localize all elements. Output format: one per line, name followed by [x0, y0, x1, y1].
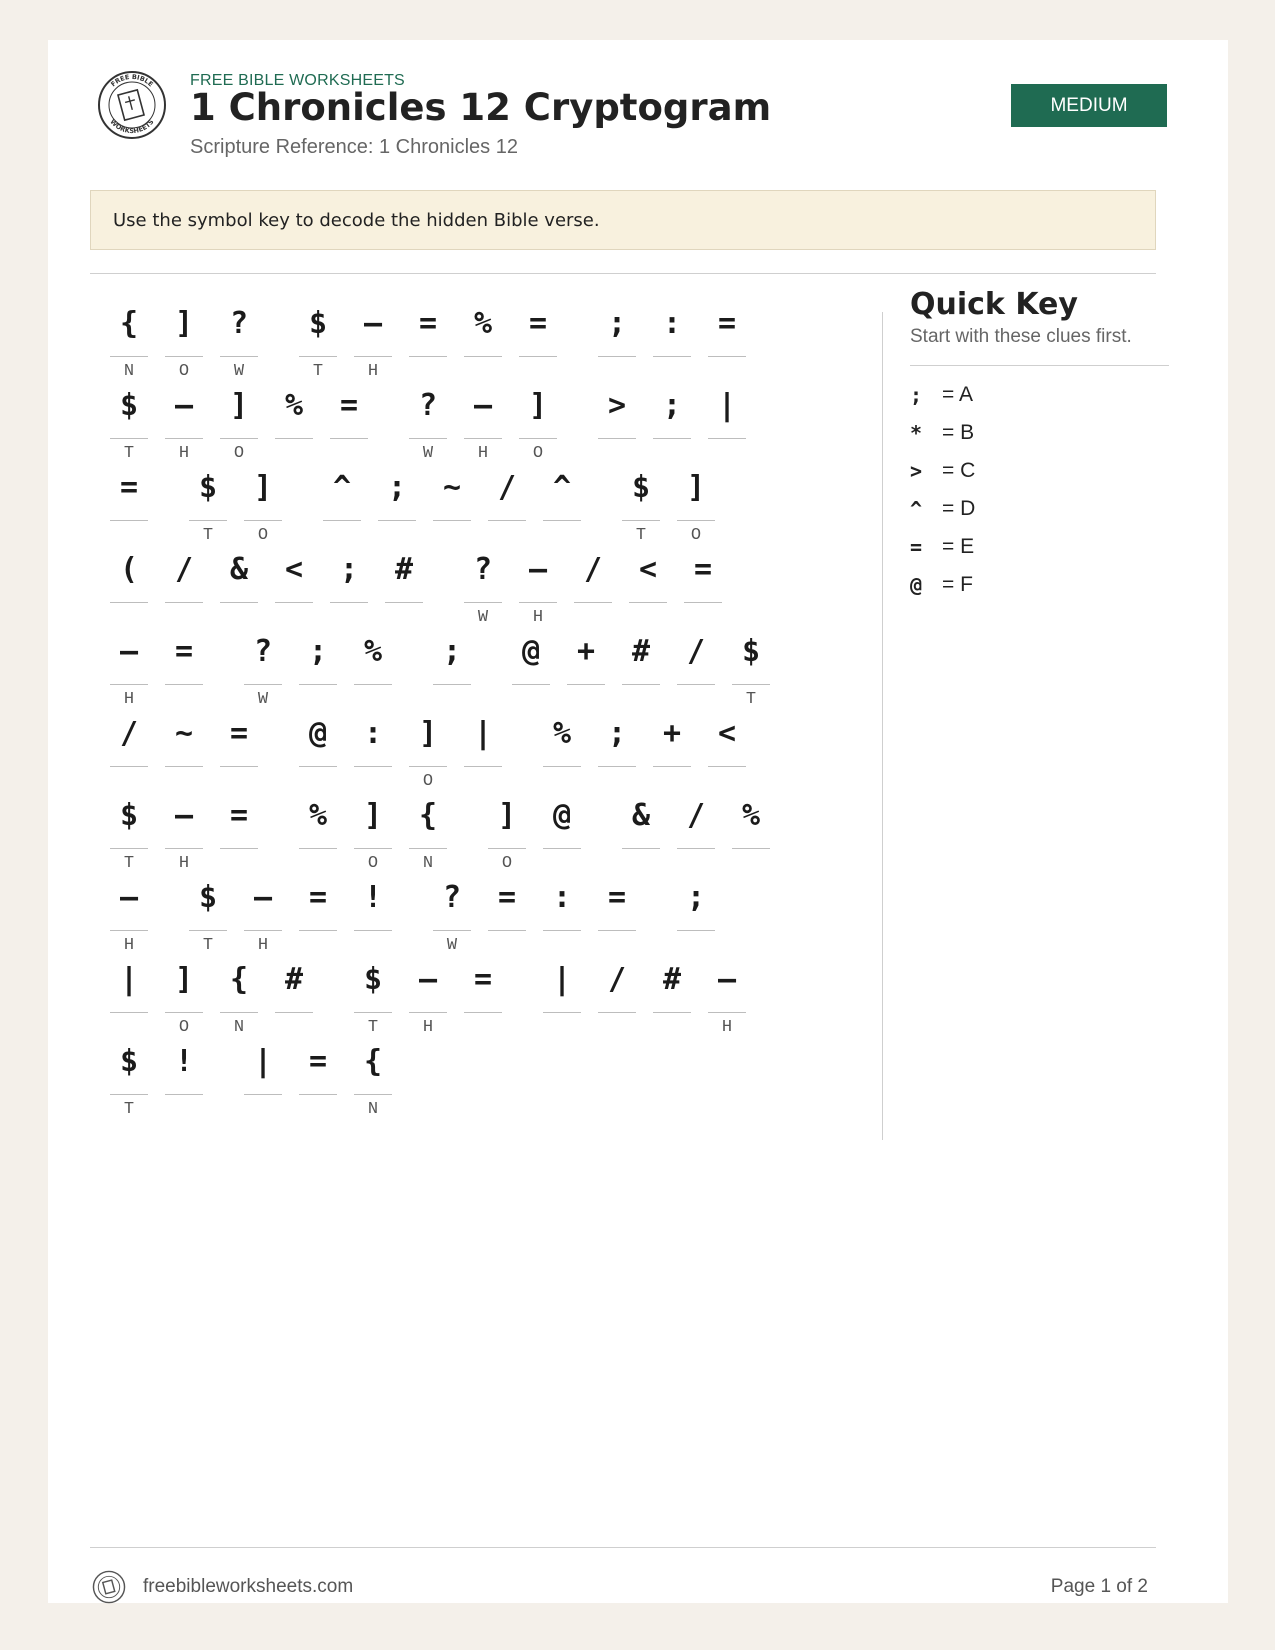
cipher-symbol: &	[220, 542, 258, 603]
cipher-cell	[378, 460, 416, 549]
cipher-symbol: !	[165, 1034, 203, 1095]
cipher-symbol: #	[653, 952, 691, 1013]
cipher-cell	[598, 952, 636, 1041]
cipher-cell	[433, 460, 471, 549]
page-title: 1 Chronicles 12 Cryptogram	[190, 86, 772, 129]
cipher-cell	[708, 378, 746, 467]
cipher-cell	[275, 378, 313, 467]
key-letter: = F	[942, 573, 973, 596]
cipher-symbol: >	[598, 378, 636, 439]
cipher-symbol: |	[244, 1034, 282, 1095]
cipher-symbol: |	[464, 706, 502, 767]
cipher-symbol: =	[299, 870, 337, 931]
cipher-symbol: @	[299, 706, 337, 767]
key-letter: = E	[942, 535, 975, 558]
cipher-cell	[165, 706, 203, 795]
cipher-cell	[708, 952, 746, 1041]
letter-hint: O	[501, 854, 513, 873]
cipher-symbol: &	[622, 788, 660, 849]
cipher-cell	[488, 870, 526, 959]
quick-key-item	[910, 418, 1110, 448]
cipher-cell	[275, 952, 313, 1041]
letter-hint: H	[123, 936, 135, 955]
cipher-cell	[244, 870, 282, 959]
quick-key-item	[910, 532, 1110, 562]
cipher-symbol: @	[543, 788, 581, 849]
cipher-symbol: $	[354, 952, 392, 1013]
cipher-symbol: ;	[330, 542, 368, 603]
cipher-cell	[433, 624, 471, 713]
letter-hint: W	[446, 936, 458, 955]
letter-hint: H	[721, 1018, 733, 1037]
cipher-symbol: ;	[598, 706, 636, 767]
cipher-symbol: =	[220, 788, 258, 849]
cipher-symbol: =	[464, 952, 502, 1013]
cryptogram-grid	[48, 40, 888, 1240]
letter-hint	[244, 1097, 282, 1123]
footer-site-url: freebibleworksheets.com	[143, 1576, 354, 1597]
cipher-cell	[519, 296, 557, 385]
cipher-cell	[354, 788, 392, 877]
cipher-symbol: #	[385, 542, 423, 603]
quick-key-title: Quick Key	[910, 287, 1078, 322]
footer-logo-icon	[92, 1570, 126, 1604]
worksheet-page	[48, 40, 1228, 1603]
cipher-symbol: ]	[220, 378, 258, 439]
cipher-cell	[708, 296, 746, 385]
cipher-symbol: ;	[433, 624, 471, 685]
cipher-symbol: (	[110, 542, 148, 603]
key-symbol: *	[910, 421, 923, 445]
letter-hint: W	[422, 444, 434, 463]
cipher-symbol: –	[464, 378, 502, 439]
quick-key-item	[910, 494, 1110, 524]
cipher-cell	[653, 378, 691, 467]
cipher-cell	[464, 542, 502, 631]
cipher-cell	[220, 296, 258, 385]
cipher-symbol: ]	[677, 460, 715, 521]
page-number: Page 1 of 2	[1050, 1576, 1148, 1597]
cipher-cell	[110, 1034, 148, 1123]
cipher-symbol: –	[708, 952, 746, 1013]
cipher-cell	[354, 624, 392, 713]
cipher-cell	[354, 296, 392, 385]
cipher-symbol: /	[574, 542, 612, 603]
key-letter: = D	[942, 497, 976, 520]
brand-label: FREE BIBLE WORKSHEETS	[190, 72, 405, 89]
letter-hint: T	[123, 444, 135, 463]
letter-hint: H	[532, 608, 544, 627]
cipher-symbol: ;	[653, 378, 691, 439]
cipher-cell	[275, 542, 313, 631]
letter-hint: O	[178, 362, 190, 381]
cipher-cell	[220, 788, 258, 877]
key-symbol: ^	[910, 497, 923, 521]
cipher-symbol: <	[708, 706, 746, 767]
cipher-symbol: $	[110, 788, 148, 849]
cipher-cell	[409, 952, 447, 1041]
cipher-cell	[165, 296, 203, 385]
cipher-symbol: $	[189, 460, 227, 521]
cipher-cell	[464, 378, 502, 467]
cipher-cell	[464, 706, 502, 795]
cipher-symbol: –	[354, 296, 392, 357]
divider	[910, 365, 1169, 366]
cipher-cell	[299, 870, 337, 959]
cipher-cell	[409, 378, 447, 467]
letter-hint: N	[233, 1018, 245, 1037]
cipher-cell	[220, 378, 258, 467]
cipher-symbol: ~	[165, 706, 203, 767]
letter-hint: H	[367, 362, 379, 381]
cipher-symbol: %	[543, 706, 581, 767]
cipher-cell	[189, 460, 227, 549]
cipher-cell	[299, 706, 337, 795]
cipher-symbol: ?	[464, 542, 502, 603]
cipher-cell	[519, 378, 557, 467]
cipher-symbol: !	[354, 870, 392, 931]
letter-hint: T	[635, 526, 647, 545]
quick-key-subtitle: Start with these clues first.	[910, 326, 1132, 347]
letter-hint	[732, 851, 770, 877]
cipher-symbol: =	[598, 870, 636, 931]
cipher-symbol: /	[677, 788, 715, 849]
letter-hint: O	[233, 444, 245, 463]
cipher-symbol: {	[110, 296, 148, 357]
key-symbol: =	[910, 535, 923, 559]
cipher-cell	[409, 788, 447, 877]
key-symbol: >	[910, 459, 923, 483]
cipher-symbol: ;	[677, 870, 715, 931]
cipher-symbol: =	[330, 378, 368, 439]
cipher-symbol: $	[732, 624, 770, 685]
cipher-cell	[512, 624, 550, 713]
letter-hint: W	[233, 362, 245, 381]
letter-hint: H	[178, 854, 190, 873]
key-letter: = C	[942, 459, 976, 482]
cipher-cell	[543, 870, 581, 959]
cipher-cell	[330, 542, 368, 631]
cipher-symbol: %	[354, 624, 392, 685]
cipher-cell	[354, 870, 392, 959]
letter-hint: H	[257, 936, 269, 955]
cipher-symbol: /	[110, 706, 148, 767]
cipher-symbol: /	[598, 952, 636, 1013]
letter-hint: T	[745, 690, 757, 709]
cipher-cell	[543, 706, 581, 795]
letter-hint	[464, 1015, 502, 1041]
quick-key-item	[910, 570, 1110, 600]
cipher-symbol: |	[110, 952, 148, 1013]
cipher-cell	[622, 788, 660, 877]
cipher-symbol: –	[165, 378, 203, 439]
cipher-symbol: #	[622, 624, 660, 685]
key-symbol: @	[910, 573, 923, 597]
letter-hint	[543, 1015, 581, 1041]
cipher-symbol: %	[732, 788, 770, 849]
cipher-cell	[677, 870, 715, 959]
cipher-cell	[677, 788, 715, 877]
cipher-symbol: /	[677, 624, 715, 685]
cipher-symbol: ?	[433, 870, 471, 931]
letter-hint: O	[367, 854, 379, 873]
cipher-cell	[385, 542, 423, 631]
cipher-symbol: /	[488, 460, 526, 521]
cipher-cell	[165, 952, 203, 1041]
letter-hint: O	[532, 444, 544, 463]
cipher-cell	[653, 706, 691, 795]
key-letter: = A	[942, 383, 973, 406]
cipher-cell	[519, 542, 557, 631]
cipher-cell	[110, 706, 148, 795]
letter-hint: T	[367, 1018, 379, 1037]
cipher-symbol: ?	[220, 296, 258, 357]
difficulty-badge: MEDIUM	[1011, 84, 1167, 127]
cipher-symbol: =	[299, 1034, 337, 1095]
letter-hint: O	[690, 526, 702, 545]
cipher-cell	[598, 870, 636, 959]
key-symbol: ;	[910, 383, 923, 407]
cipher-symbol: <	[275, 542, 313, 603]
cipher-symbol: ]	[409, 706, 447, 767]
cipher-cell	[220, 952, 258, 1041]
cipher-cell	[189, 870, 227, 959]
letter-hint: T	[123, 854, 135, 873]
cipher-cell	[299, 788, 337, 877]
cipher-cell	[110, 624, 148, 713]
cipher-symbol: ;	[598, 296, 636, 357]
cipher-cell	[165, 378, 203, 467]
cipher-symbol: |	[708, 378, 746, 439]
cipher-symbol: {	[220, 952, 258, 1013]
cipher-symbol: %	[299, 788, 337, 849]
letter-hint: H	[477, 444, 489, 463]
cipher-cell	[684, 542, 722, 631]
svg-text:WORKSHEETS: WORKSHEETS	[108, 117, 156, 136]
cipher-symbol: <	[629, 542, 667, 603]
cipher-cell	[629, 542, 667, 631]
cipher-cell	[488, 460, 526, 549]
cipher-symbol: ]	[244, 460, 282, 521]
cipher-cell	[653, 296, 691, 385]
cipher-symbol: ?	[409, 378, 447, 439]
cipher-symbol: =	[519, 296, 557, 357]
cipher-symbol: :	[354, 706, 392, 767]
cipher-cell	[110, 296, 148, 385]
cipher-cell	[323, 460, 361, 549]
cipher-cell	[299, 624, 337, 713]
quick-key-item	[910, 456, 1110, 486]
letter-hint: O	[422, 772, 434, 791]
cipher-symbol: $	[189, 870, 227, 931]
cipher-cell	[165, 542, 203, 631]
cipher-cell	[598, 296, 636, 385]
cipher-cell	[165, 1034, 203, 1123]
letter-hint	[299, 1097, 337, 1123]
cipher-cell	[110, 952, 148, 1041]
cipher-cell	[708, 706, 746, 795]
cipher-cell	[653, 952, 691, 1041]
letter-hint	[653, 1015, 691, 1041]
svg-text:FREE BIBLE: FREE BIBLE	[109, 72, 155, 89]
cipher-symbol: =	[684, 542, 722, 603]
cipher-cell	[433, 870, 471, 959]
cipher-cell	[220, 706, 258, 795]
footer-divider	[90, 1547, 1156, 1548]
cipher-symbol: @	[512, 624, 550, 685]
cipher-symbol: /	[165, 542, 203, 603]
cipher-symbol: =	[220, 706, 258, 767]
cipher-symbol: ;	[299, 624, 337, 685]
cipher-cell	[165, 788, 203, 877]
cipher-symbol: =	[409, 296, 447, 357]
letter-hint	[165, 1097, 203, 1123]
cipher-cell	[110, 788, 148, 877]
cipher-symbol: =	[110, 460, 148, 521]
cipher-symbol: –	[409, 952, 447, 1013]
letter-hint: H	[123, 690, 135, 709]
quick-key-item	[910, 380, 1110, 410]
cipher-symbol: $	[622, 460, 660, 521]
cipher-symbol: –	[165, 788, 203, 849]
cipher-cell	[567, 624, 605, 713]
letter-hint: W	[257, 690, 269, 709]
cipher-symbol: –	[244, 870, 282, 931]
cipher-symbol: :	[543, 870, 581, 931]
cipher-symbol: %	[464, 296, 502, 357]
cipher-cell	[622, 460, 660, 549]
cipher-cell	[244, 1034, 282, 1123]
cipher-cell	[543, 788, 581, 877]
cipher-symbol: $	[110, 1034, 148, 1095]
letter-hint	[598, 1015, 636, 1041]
cipher-cell	[488, 788, 526, 877]
letter-hint: H	[178, 444, 190, 463]
cipher-symbol: ]	[354, 788, 392, 849]
letter-hint: N	[123, 362, 135, 381]
cipher-symbol: =	[165, 624, 203, 685]
cipher-cell	[622, 624, 660, 713]
cipher-symbol: ]	[165, 296, 203, 357]
cipher-cell	[244, 460, 282, 549]
cipher-symbol: =	[488, 870, 526, 931]
cipher-symbol: ]	[165, 952, 203, 1013]
cipher-symbol: :	[653, 296, 691, 357]
letter-hint: N	[367, 1100, 379, 1119]
cipher-cell	[110, 542, 148, 631]
cipher-symbol: |	[543, 952, 581, 1013]
cipher-symbol: –	[110, 624, 148, 685]
cipher-symbol: %	[275, 378, 313, 439]
cipher-cell	[464, 296, 502, 385]
cipher-symbol: +	[567, 624, 605, 685]
cipher-symbol: $	[110, 378, 148, 439]
cipher-symbol: ~	[433, 460, 471, 521]
cipher-cell	[165, 624, 203, 713]
cipher-cell	[543, 952, 581, 1041]
key-letter: = B	[942, 421, 975, 444]
letter-hint: H	[422, 1018, 434, 1037]
cipher-cell	[464, 952, 502, 1041]
cipher-cell	[354, 952, 392, 1041]
letter-hint: T	[202, 936, 214, 955]
letter-hint: O	[257, 526, 269, 545]
cipher-symbol: $	[299, 296, 337, 357]
cipher-cell	[598, 378, 636, 467]
cipher-symbol: ^	[543, 460, 581, 521]
cipher-cell	[677, 624, 715, 713]
cipher-cell	[574, 542, 612, 631]
letter-hint: T	[202, 526, 214, 545]
cipher-cell	[354, 1034, 392, 1123]
cipher-cell	[299, 296, 337, 385]
letter-hint: T	[123, 1100, 135, 1119]
cipher-symbol: #	[275, 952, 313, 1013]
cipher-symbol: {	[409, 788, 447, 849]
cipher-cell	[220, 542, 258, 631]
cipher-cell	[244, 624, 282, 713]
cipher-symbol: –	[519, 542, 557, 603]
scripture-reference: Scripture Reference: 1 Chronicles 12	[190, 136, 518, 158]
cipher-symbol: =	[708, 296, 746, 357]
cipher-cell	[543, 460, 581, 549]
cipher-symbol: ?	[244, 624, 282, 685]
cipher-symbol: {	[354, 1034, 392, 1095]
letter-hint: O	[178, 1018, 190, 1037]
cipher-cell	[598, 706, 636, 795]
cipher-symbol: ;	[378, 460, 416, 521]
cipher-symbol: ]	[519, 378, 557, 439]
letter-hint: N	[422, 854, 434, 873]
cipher-cell	[409, 296, 447, 385]
cipher-cell	[354, 706, 392, 795]
cipher-cell	[110, 460, 148, 549]
letter-hint: W	[477, 608, 489, 627]
cipher-cell	[732, 788, 770, 877]
instructions-text: Use the symbol key to decode the hidden Bible verse.	[113, 209, 600, 231]
letter-hint: T	[312, 362, 324, 381]
cipher-symbol: +	[653, 706, 691, 767]
column-divider	[882, 312, 883, 1140]
cipher-symbol: ]	[488, 788, 526, 849]
cipher-cell	[299, 1034, 337, 1123]
cipher-cell	[732, 624, 770, 713]
cipher-cell	[110, 870, 148, 959]
cipher-symbol: ^	[323, 460, 361, 521]
cipher-symbol: –	[110, 870, 148, 931]
cipher-cell	[330, 378, 368, 467]
cipher-cell	[677, 460, 715, 549]
cipher-cell	[409, 706, 447, 795]
cipher-cell	[110, 378, 148, 467]
